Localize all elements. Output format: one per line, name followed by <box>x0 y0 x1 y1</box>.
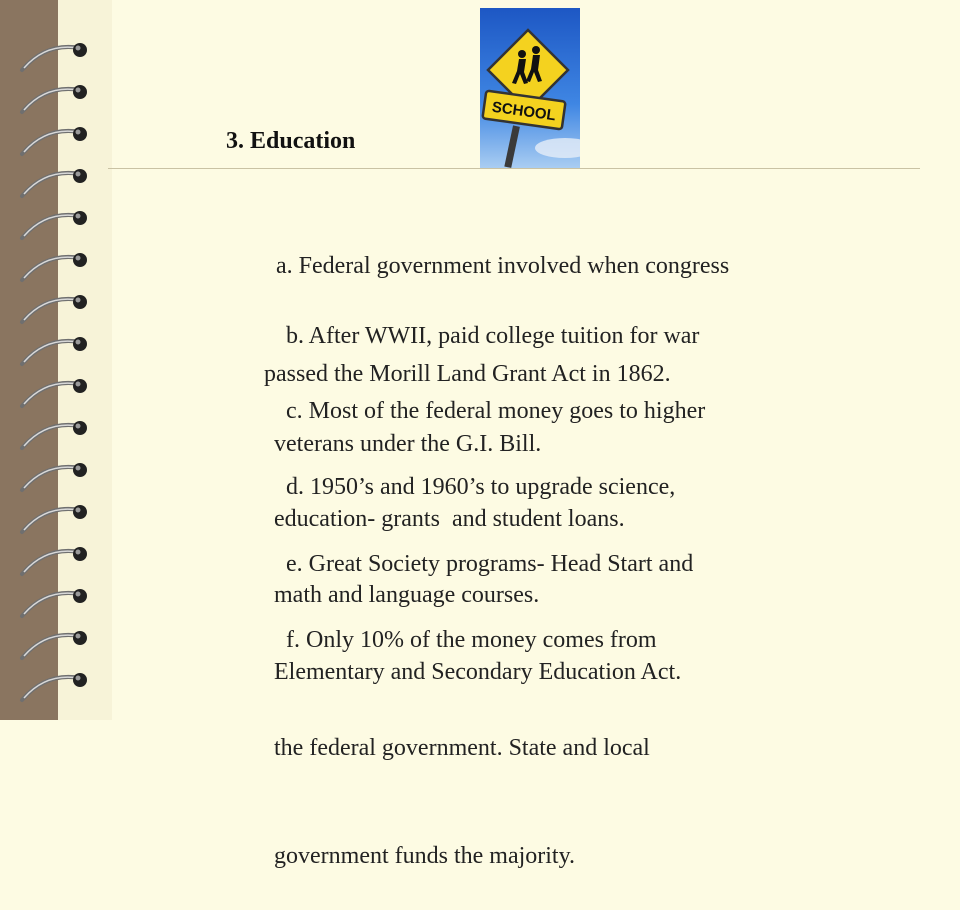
binder-hole <box>73 631 87 645</box>
binder-hole <box>73 43 87 57</box>
binder-hole <box>73 505 87 519</box>
section-title: 3. Education <box>226 128 356 154</box>
binder-hole <box>73 379 87 393</box>
list-item-e: e. Great Society programs- Head Start and Elementary and Secondary Education Act. <box>274 551 694 685</box>
binder-hole <box>73 547 87 561</box>
binder-hole <box>73 211 87 225</box>
sign-text: SCHOOL <box>490 98 557 125</box>
list-item-a: a. Federal government involved when congress passed the Morill Land Grant Act in 1862. <box>264 253 730 387</box>
list-item-d: d. 1950’s and 1960’s to upgrade science, math and language courses. <box>274 474 676 608</box>
binder-hole <box>73 85 87 99</box>
binder-hole <box>73 673 87 687</box>
binder-hole <box>73 421 87 435</box>
binder-hole <box>73 589 87 603</box>
binder-hole <box>73 295 87 309</box>
binder-hole <box>73 127 87 141</box>
spiral-rings <box>0 0 112 720</box>
binder-hole <box>73 337 87 351</box>
title-divider <box>108 168 920 169</box>
school-sign-photo <box>480 8 580 168</box>
binder-hole <box>73 169 87 183</box>
list-item-c: c. Most of the federal money goes to higher education- grants and student loans. <box>274 398 706 532</box>
list-item-f: f. Only 10% of the money comes from the federal government. State and local government funds the majority. <box>274 627 657 869</box>
binder-hole <box>73 253 87 267</box>
binder-hole <box>73 463 87 477</box>
list-item-b: b. After WWII, paid college tuition for war veterans under the G.I. Bill. <box>274 323 700 457</box>
